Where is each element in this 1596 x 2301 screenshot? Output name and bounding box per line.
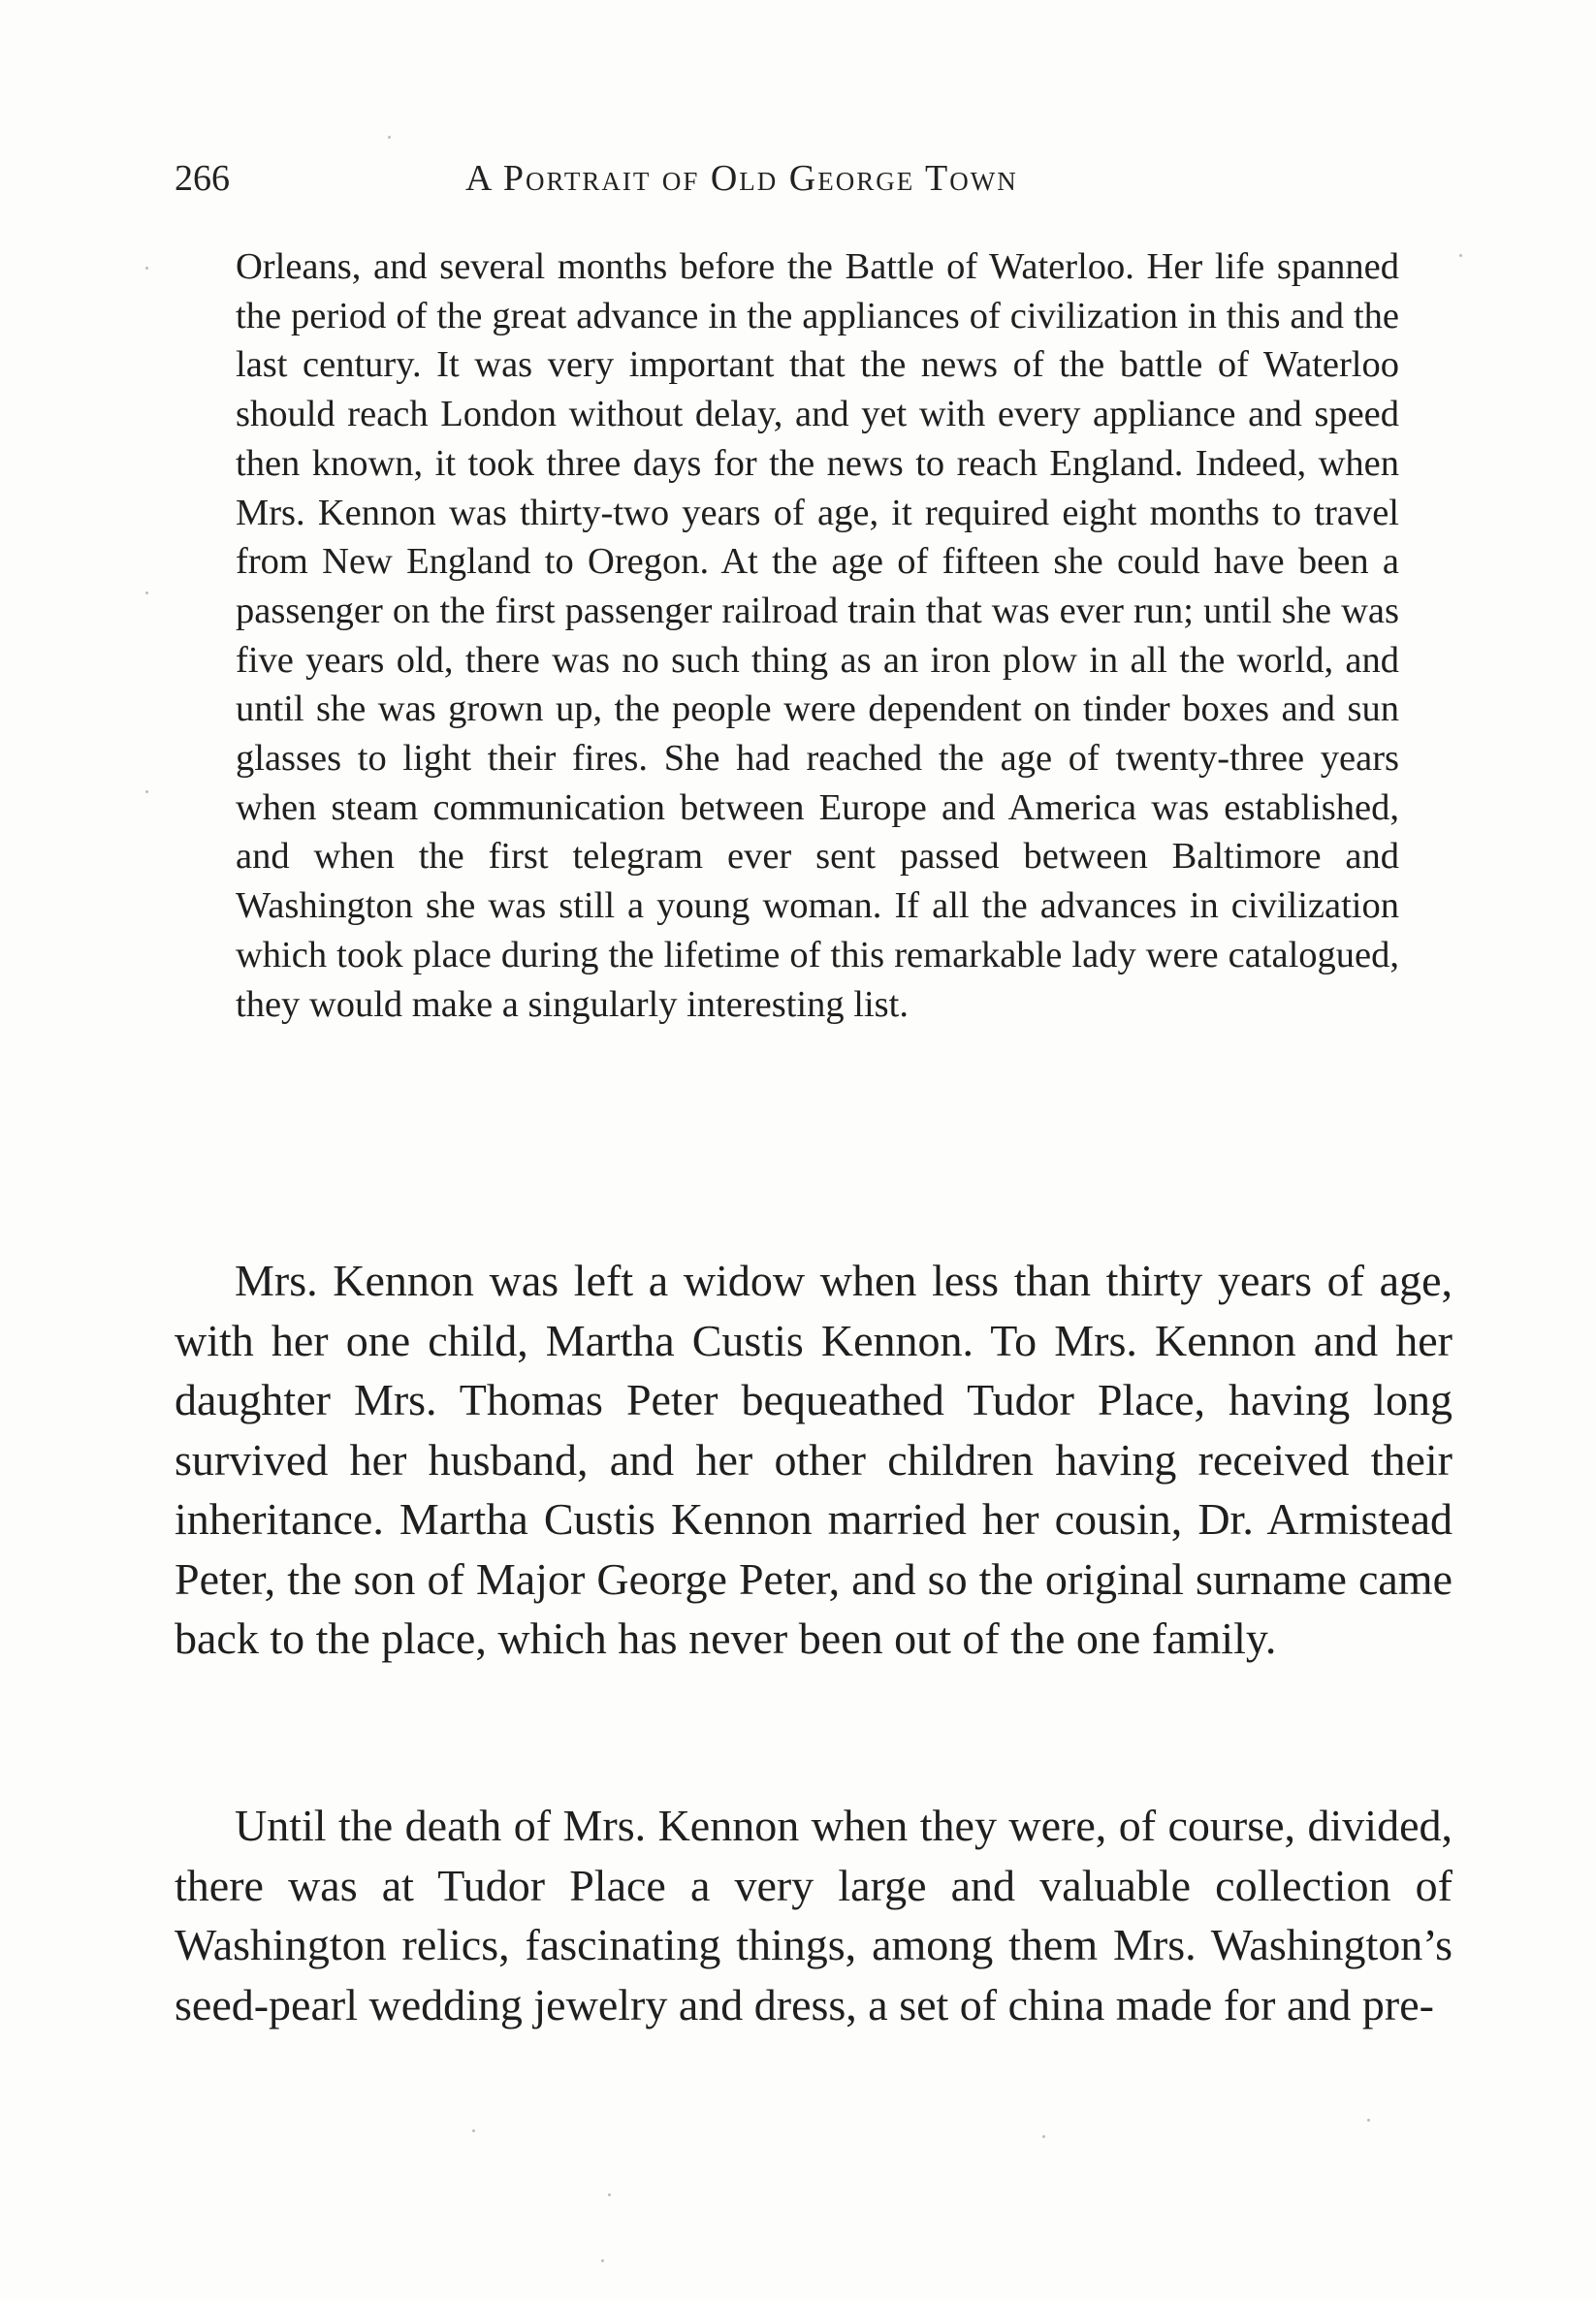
scan-speck: [472, 2129, 475, 2132]
scan-speck: [1367, 2119, 1370, 2122]
scan-speck: [145, 591, 148, 594]
page-number: 266: [175, 158, 230, 199]
body-paragraph: Until the death of Mrs. Kennon when they were, of course, divided, there was at Tudor Place a very large and valuable collection of Washington relics, fascinating things, among them Mrs. Washington’s seed-pearl wedding jewelry and dress, a set of china made for and pre-: [175, 1801, 1452, 2029]
scan-speck: [601, 2259, 604, 2262]
scan-speck: [145, 267, 148, 270]
body-paragraph: Mrs. Kennon was left a widow when less than thirty years of age, with her one child, Martha Custis Kennon. To Mrs. Kennon and her daughter Mrs. Thomas Peter bequeathed Tudor Place, having long survived her husband, and her other children having received their inheritance. Martha Custis Kennon married her cousin, Dr. Armistead Peter, the son of Major George Peter, and so the original surname came back to the place, which has never been out of the one family.: [175, 1256, 1452, 1663]
scan-speck: [388, 136, 391, 139]
scan-speck: [608, 2193, 611, 2196]
scan-speck: [1459, 254, 1462, 257]
block-quote: Orleans, and several months before the Battle of Waterloo. Her life spanned the period of the great advance in the appliances of civilization in this and the last century. It was very important that the news of the battle of Waterloo should reach London without delay, and yet with every appliance and speed then known, it took three days for the news to reach England. Indeed, when Mrs. Kennon was thirty-two years of age, it required eight months to travel from New England to Oregon. At the age of fifteen she could have been a passenger on the first passenger railroad train that was ever run; until she was five years old, there was no such thing as an iron plow in all the world, and until she was grown up, the people were dependent on tinder boxes and sun glasses to light their fires. She had reached the age of twenty-three years when steam communication between Europe and America was established, and when the first telegram ever sent passed between Baltimore and Washington she was still a young woman. If all the advances in civilization which took place during the lifetime of this remarkable lady were catalogued, they would make a singularly interesting list.: [236, 246, 1399, 1025]
scan-speck: [145, 790, 148, 793]
running-title: A Portrait of Old George Town: [465, 158, 1018, 199]
scan-speck: [1042, 2135, 1045, 2138]
running-head: [175, 155, 1202, 202]
